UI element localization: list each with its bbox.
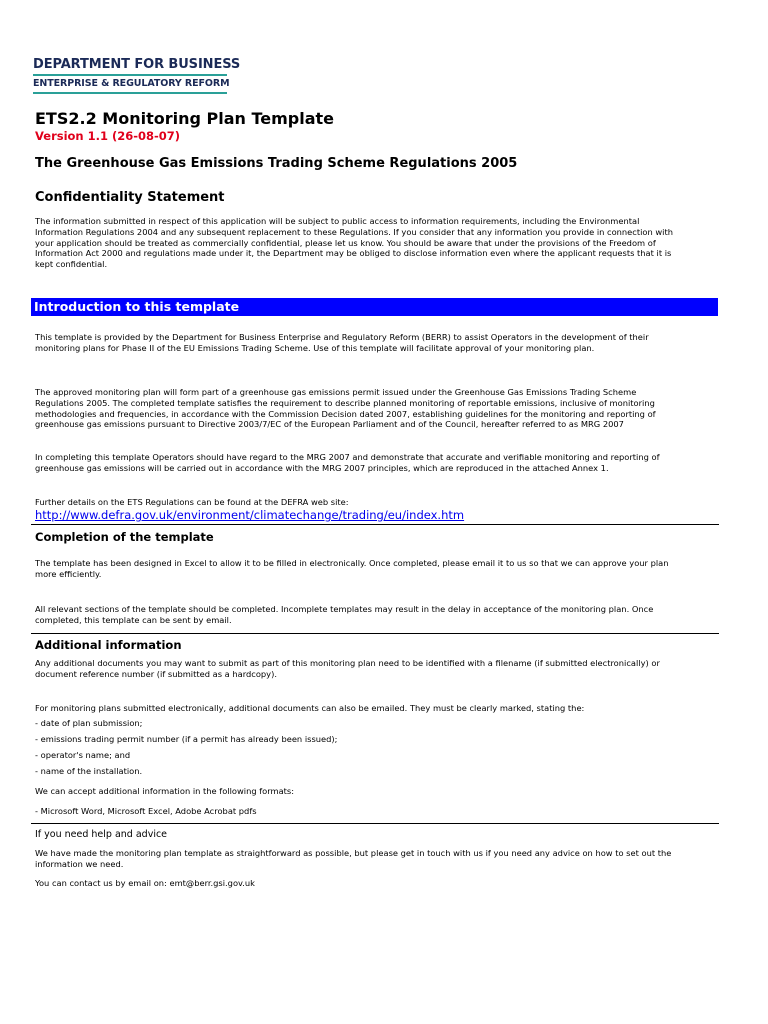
completion-heading: Completion of the template: [35, 530, 214, 544]
defra-link[interactable]: http://www.defra.gov.uk/environment/climatechange/trading/eu/index.htm: [35, 508, 465, 522]
completion-paragraph-2: All relevant sections of the template should be completed. Incomplete templates may result in the delay in acceptance of the monitoring plan. Once completed, this template can be sent by email.: [35, 604, 654, 625]
list-item: - operator's name; and: [35, 750, 131, 760]
section-divider: [31, 823, 719, 824]
list-item: - emissions trading permit number (if a permit has already been issued);: [35, 734, 338, 744]
help-contact-email: You can contact us by email on: emt@berr.gsi.gov.uk: [35, 878, 255, 888]
version-label: Version 1.1 (26-08-07): [35, 129, 181, 143]
help-paragraph-1: We have made the monitoring plan template as straightforward as possible, but please get in touch with us if you need any advice on how to set out the information we need.: [35, 848, 672, 869]
help-heading: If you need help and advice: [35, 829, 168, 840]
completion-paragraph-1: The template has been designed in Excel to allow it to be filled in electronically. Once completed, please email it to us so that we can approve your plan more efficiently.: [35, 558, 669, 579]
submission-requirements-list: [35, 718, 337, 782]
intro-paragraph-4: Further details on the ETS Regulations can be found at the DEFRA web site:: [35, 497, 349, 507]
section-divider: [31, 524, 719, 525]
intro-paragraph-1: This template is provided by the Department for Business Enterprise and Regulatory Reform (BERR) to assist Operators in the development of their monitoring plans for Phase II of the EU Emissions Trading Scheme. Use of this template will facilitate approval of your monitoring plan.: [35, 332, 649, 353]
additional-paragraph-2: For monitoring plans submitted electronically, additional documents can also be emailed. They must be clearly marked, stating the:: [35, 703, 585, 713]
confidentiality-paragraph: The information submitted in respect of this application will be subject to public access to information requirements, including the Environmental Information Regulations 2004 and any subsequent replacement to these Regulations. If you consider that any information you provide in connection with your application should be treated as commercially confidential, please let us know. You should be aware that under the provisions of the Freedom of Information Act 2000 and regulations made under it, the Department may be obliged to disclose information even where the applicant requests that it is kept confidential.: [35, 216, 673, 270]
list-item: - name of the installation.: [35, 766, 143, 776]
confidentiality-text: [35, 216, 685, 270]
logo-line-1: DEPARTMENT FOR BUSINESS: [33, 57, 241, 72]
section-divider: [31, 633, 719, 634]
additional-info-heading: Additional information: [35, 638, 182, 652]
page-title: ETS2.2 Monitoring Plan Template: [35, 109, 335, 128]
logo-line-2: ENTERPRISE & REGULATORY REFORM: [33, 78, 230, 89]
confidentiality-heading: Confidentiality Statement: [35, 190, 225, 205]
logo-divider: [33, 74, 227, 76]
regulations-subtitle: The Greenhouse Gas Emissions Trading Scheme Regulations 2005: [35, 156, 518, 171]
intro-paragraph-2: The approved monitoring plan will form part of a greenhouse gas emissions permit issued under the Greenhouse Gas Emissions Trading Scheme Regulations 2005. The completed template satisfies the requirement to describe planned monitoring of reportable emissions, inclusive of monitoring methodologies and frequencies, in accordance with the Commission Decision dated 2007, establishing guidelines for the monitoring and reporting of greenhouse gas emissions pursuant to Directive 2003/7/EC of the European Parliament and of the Council, hereafter referred to as MRG 2007: [35, 387, 656, 430]
additional-paragraph-1: Any additional documents you may want to submit as part of this monitoring plan need to be identified with a filename (if submitted electronically) or document reference number (if submitted as a hardcopy).: [35, 658, 660, 679]
logo-underline: [33, 92, 227, 94]
list-item: - date of plan submission;: [35, 718, 143, 728]
formats-intro: We can accept additional information in the following formats:: [35, 786, 295, 796]
intro-section-header: Introduction to this template: [31, 298, 718, 316]
formats-list-item: - Microsoft Word, Microsoft Excel, Adobe Acrobat pdfs: [35, 806, 257, 816]
intro-paragraph-3: In completing this template Operators should have regard to the MRG 2007 and demonstrate that accurate and verifiable monitoring and reporting of greenhouse gas emissions will be carried out in accordance with the MRG 2007 principles, which are reproduced in the attached Annex 1.: [35, 452, 660, 473]
